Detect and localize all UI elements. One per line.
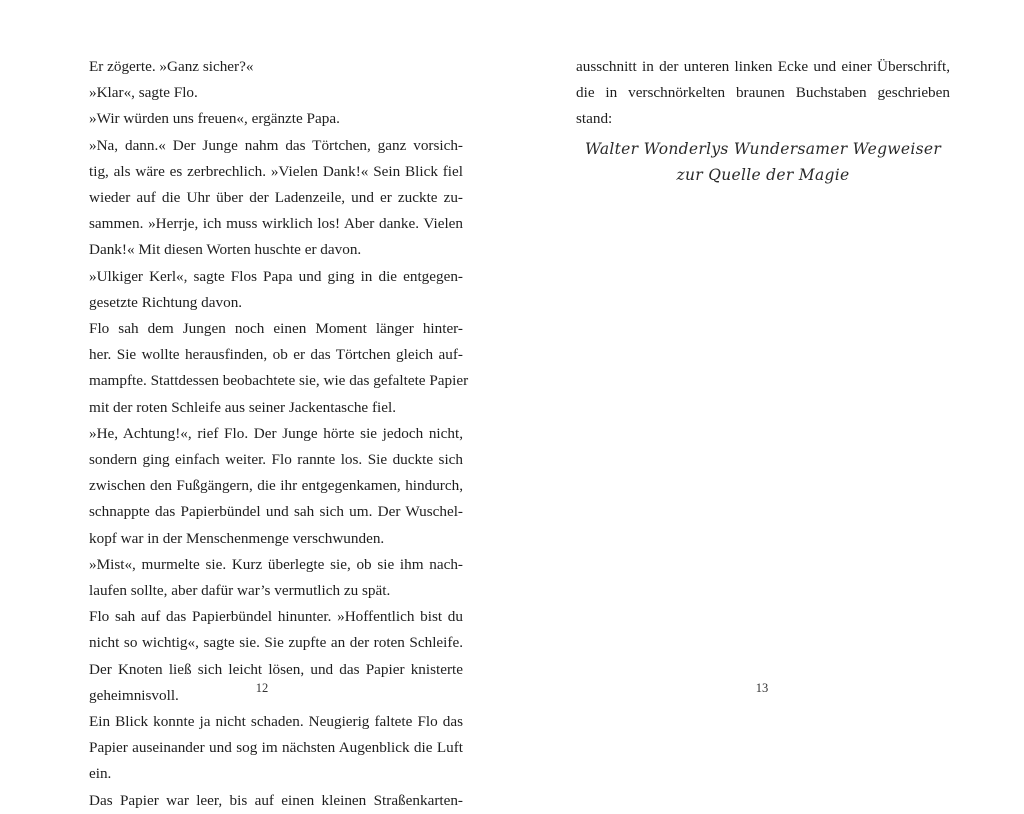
text-line: ein. [89, 765, 112, 783]
text-line: »Wir würden uns freuen«, ergänzte Papa. [89, 110, 340, 128]
text-line: mampfte. Stattdessen beobachtete sie, wie das gefaltete Papier [89, 372, 469, 390]
page-number-left: 12 [255, 681, 269, 695]
text-line: Der Knoten ließ sich leicht lösen, und das Papier knisterte [89, 660, 463, 678]
left-page [0, 0, 512, 809]
left-page-text [89, 54, 469, 814]
ornate-heading-line-1: Walter Wonderlys Wundersamer Wegweiser [584, 140, 942, 158]
text-line: sondern ging einfach weiter. Flo rannte los. Sie duckte sich [89, 451, 463, 469]
text-line: her. Sie wollte herausfinden, ob er das Törtchen gleich auf- [89, 346, 463, 364]
right-page-text [576, 54, 950, 133]
text-line: »Ulkiger Kerl«, sagte Flos Papa und ging in die entgegen- [89, 267, 463, 285]
text-line: geheimnisvoll. [89, 686, 179, 704]
text-line: schnappte das Papierbündel und sah sich um. Der Wuschel- [89, 503, 463, 521]
text-line: Flo sah auf das Papierbündel hinunter. »Hoffentlich bist du [89, 608, 463, 626]
text-line: tig, als wäre es zerbrechlich. »Vielen Dank!« Sein Blick fiel [89, 162, 463, 180]
page-number-right: 13 [755, 681, 769, 695]
text-line: Dank!« Mit diesen Worten huschte er davon. [89, 241, 362, 259]
text-line: mit der roten Schleife aus seiner Jackentasche fiel. [89, 398, 396, 416]
text-line: Er zögerte. »Ganz sicher?« [89, 58, 254, 75]
text-line: »Klar«, sagte Flo. [89, 84, 198, 102]
text-line: ausschnitt in der unteren linken Ecke und einer Überschrift, [576, 58, 950, 75]
text-line: sammen. »Herrje, ich muss wirklich los! Aber danke. Vielen [89, 215, 463, 233]
text-line: kopf war in der Menschenmenge verschwunden. [89, 529, 385, 547]
text-line: »Mist«, murmelte sie. Kurz überlegte sie, ob sie ihm nach- [89, 555, 463, 573]
right-page [512, 0, 1024, 708]
ornate-heading [576, 136, 950, 188]
text-line: »Na, dann.« Der Junge nahm das Törtchen, ganz vorsich- [89, 136, 463, 154]
ornate-heading-line-2: zur Quelle der Magie [676, 166, 850, 184]
text-line: zwischen den Fußgängern, die ihr entgegenkamen, hindurch, [89, 477, 463, 495]
text-line: gesetzte Richtung davon. [89, 293, 243, 311]
text-line: laufen sollte, aber dafür war’s vermutlich zu spät. [89, 582, 391, 600]
text-line: wieder auf die Uhr über der Ladenzeile, und er zuckte zu- [89, 189, 463, 207]
text-line: nicht so wichtig«, sagte sie. Sie zupfte an der roten Schleife. [89, 634, 463, 652]
text-line: die in verschnörkelten braunen Buchstaben geschrieben [576, 84, 950, 102]
text-line: Ein Blick konnte ja nicht schaden. Neugierig faltete Flo das [89, 713, 463, 731]
text-line: »He, Achtung!«, rief Flo. Der Junge hörte sie jedoch nicht, [89, 424, 463, 442]
text-line: Papier auseinander und sog im nächsten Augenblick die Luft [89, 739, 463, 757]
text-line: stand: [576, 110, 613, 128]
text-line: Das Papier war leer, bis auf einen kleinen Straßenkarten- [89, 791, 463, 809]
text-line: Flo sah dem Jungen noch einen Moment länger hinter- [89, 320, 463, 338]
